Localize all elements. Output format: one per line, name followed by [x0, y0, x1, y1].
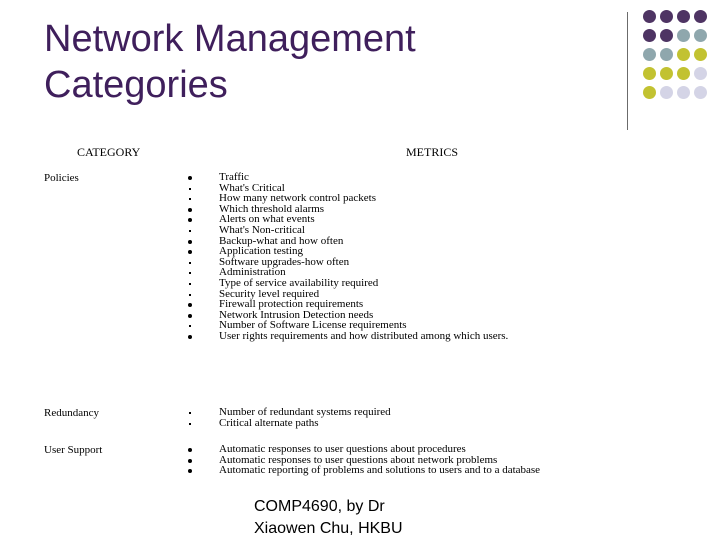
decorative-divider: [627, 12, 628, 130]
decorative-dot-icon: [643, 67, 656, 80]
decorative-dot-icon: [643, 86, 656, 99]
decorative-dot-icon: [660, 67, 673, 80]
bullet-dot-icon: [188, 225, 202, 238]
category-label: Policies: [44, 172, 79, 184]
metrics-column-header: METRICS: [406, 145, 459, 159]
decorative-dot-icon: [660, 48, 673, 61]
bullet-dot-icon: [188, 289, 202, 302]
decorative-dot-icon: [694, 10, 707, 23]
decorative-dot-icon: [660, 29, 673, 42]
decorative-dot-icon: [694, 29, 707, 42]
category-column-header: CATEGORY: [77, 145, 141, 159]
decorative-dot-icon: [643, 10, 656, 23]
decorative-dot-icon: [677, 67, 690, 80]
decorative-dot-icon: [660, 86, 673, 99]
category-label: Redundancy: [44, 407, 99, 419]
slide-title-line-1: Network Management: [44, 18, 416, 60]
bullet-dot-icon: [188, 193, 202, 206]
footer-line-1: COMP4690, by Dr: [254, 498, 385, 515]
slide-footer: [254, 496, 403, 540]
decorative-dot-icon: [677, 10, 690, 23]
decorative-dot-icon: [694, 67, 707, 80]
slide-title-line-2: Categories: [44, 64, 228, 106]
bullet-dot-icon: [188, 320, 202, 333]
decorative-dot-icon: [643, 29, 656, 42]
decorative-dot-icon: [677, 48, 690, 61]
category-label: User Support: [44, 444, 103, 456]
decorative-dot-icon: [694, 86, 707, 99]
bullet-dot-icon: [188, 418, 202, 431]
slide-title: [44, 16, 584, 108]
decorative-dot-icon: [694, 48, 707, 61]
decorative-dot-icon: [660, 10, 673, 23]
decorative-dot-icon: [643, 48, 656, 61]
decorative-dot-grid: [643, 10, 715, 120]
decorative-dot-icon: [677, 86, 690, 99]
footer-line-2: Xiaowen Chu, HKBU: [254, 520, 403, 537]
decorative-dot-icon: [677, 29, 690, 42]
